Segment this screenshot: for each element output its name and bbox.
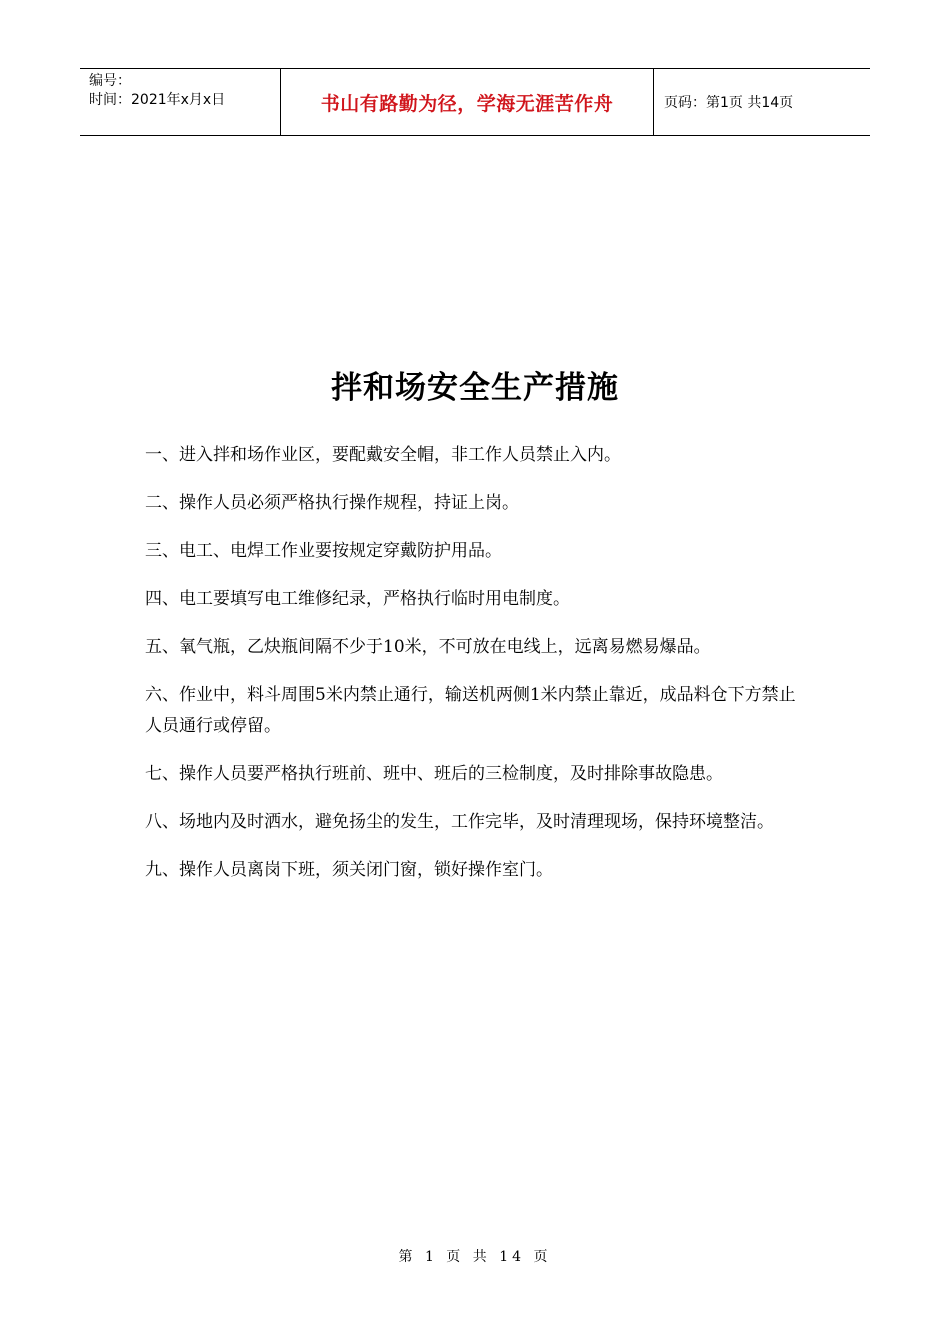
- footer-page-number: 第 1 页 共 14 页: [398, 1249, 552, 1265]
- header-page-cell: [654, 69, 870, 135]
- paragraph: 八、场地内及时洒水，避免扬尘的发生，工作完毕，及时清理现场，保持环境整洁。: [145, 812, 774, 832]
- paragraph: 七、操作人员要严格执行班前、班中、班后的三检制度，及时排除事故隐患。: [145, 764, 723, 784]
- document-title: 拌和场安全生产措施: [331, 370, 619, 406]
- paragraph: 五、氧气瓶，乙炔瓶间隔不少于10米，不可放在电线上，远离易燃易爆品。: [145, 637, 711, 657]
- paragraph: 一、进入拌和场作业区，要配戴安全帽，非工作人员禁止入内。: [145, 445, 621, 465]
- paragraph: 九、操作人员离岗下班，须关闭门窗，锁好操作室门。: [145, 860, 553, 880]
- paragraph: 二、操作人员必须严格执行操作规程，持证上岗。: [145, 493, 519, 513]
- motto-text: 书山有路勤为径，学海无涯苦作舟: [320, 92, 614, 115]
- document-body: [145, 440, 805, 903]
- header-table: [80, 68, 870, 136]
- header-meta-cell: [80, 69, 281, 135]
- number-label: 编号：: [89, 73, 131, 89]
- time-label: 时间：2021年x月x日: [89, 92, 226, 108]
- page-footer: [0, 1246, 950, 1266]
- paragraph: 六、作业中，料斗周围5米内禁止通行，输送机两侧1米内禁止靠近，成品料仓下方禁止人员通行或停留。: [145, 685, 796, 736]
- paragraph: 三、电工、电焊工作业要按规定穿戴防护用品。: [145, 541, 502, 561]
- header-motto-cell: [281, 69, 654, 135]
- paragraph: 四、电工要填写电工维修纪录，严格执行临时用电制度。: [145, 589, 570, 609]
- page-info: 页码：第1页 共14页: [664, 95, 794, 111]
